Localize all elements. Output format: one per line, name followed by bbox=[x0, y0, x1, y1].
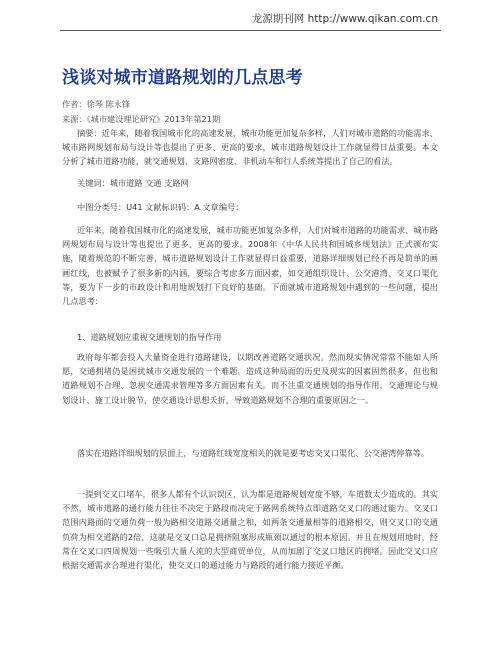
author-line: 作者：徐琴 陈永锋 bbox=[62, 99, 131, 109]
article-title: 浅谈对城市道路规划的几点思考 bbox=[62, 68, 303, 88]
journal-site-header[interactable]: 龙源期刊网 http://www.qikan.com.cn bbox=[251, 13, 438, 25]
section-1-paragraph-1: 政府每年都会投入大量资金进行道路建设，以期改善道路交通状况。然而现实情况常常不能如人所愿，交通拥堵仍是困扰城市交通发展的一个难题。造成这种局面的历史及现实的因素固然很多，但也和道路规划不合理、忽视交通需求管理等多方面因素有关。而不注重交通规划的指导作用，交通理论与规划设计、施工设计脱节，使交通设计思想夭折，导致道路规划不合理的重要原因之一。 bbox=[62, 352, 438, 405]
intro-paragraph: 近年来，随着我国城市化的高速发展，城市功能更加复杂多样，人们对城市道路的功能需求、城市路网规划布局与设计等也提出了更多、更高的要求。2008年《中华人民共和国城乡规划法》正式颁布实施，随着规范的不断完善，城市道路规划设计工作就显得日益重要，道路详细规划已经不再是简单的画画红线，也被赋予了很多新的内涵，要综合考虑多方面因素，如交通组织设计、公交港湾、交叉口渠化等，要为下一步的市政设计和用地规划打下良好的基础。下面就城市道路规划中遇到的一些问题，提出几点思考： bbox=[62, 225, 438, 307]
keywords-line: 关键词：城市道路 交通 支路网 bbox=[77, 178, 189, 188]
classification-line: 中图分类号：U41 文献标识码：A 文章编号： bbox=[77, 202, 244, 212]
header-divider bbox=[60, 30, 441, 31]
abstract-paragraph: 摘要：近年来，随着我国城市化的高速发展，城市功能更加复杂多样，人们对城市道路的功能需求、城市路网规划布局与设计等也提出了更多、更高的要求，城市道路规划设计工作就显得日益重要。本文分析了城市道路功能，就交通规划、支路网密度、非机动车和行人系统等提出了自己的看法。 bbox=[62, 128, 438, 167]
section-1-paragraph-3: 一提到交叉口堵车，很多人都有个认识误区，认为都是道路规划宽度不够，车道数太少造成的。其实不然，城市道路的通行能力往往不决定于路段而决定于路网系统特点即道路交叉口的通过能力。交叉口范围内路面的交通负荷一般为路相交道路交通量之和，如两条交通量相等的道路相交，则交叉口的交通负荷为相交道路的2倍，这就是交叉口总是拥挤阻塞形成瓶颈以通过的根本原因。并且在规划用地时，经常在交叉口四周规划一些吸引大量人流的大型商贸单位，从而加剧了交叉口地区的拥堵。因此交叉口应根据交通需求合理进行渠化，使交叉口的通过能力与路段的通行能力接近平衡。 bbox=[62, 489, 438, 571]
source-line: 来源：《城市建设理论研究》2013年第21期 bbox=[62, 114, 221, 124]
section-1-paragraph-2: 落实在道路详细规划的层面上，与道路红线宽度相关的就是要考虑交叉口渠化、公交港湾停靠等。 bbox=[77, 448, 430, 458]
section-1-heading: 1、道路规划应重视交通规划的指导作用 bbox=[77, 332, 222, 342]
